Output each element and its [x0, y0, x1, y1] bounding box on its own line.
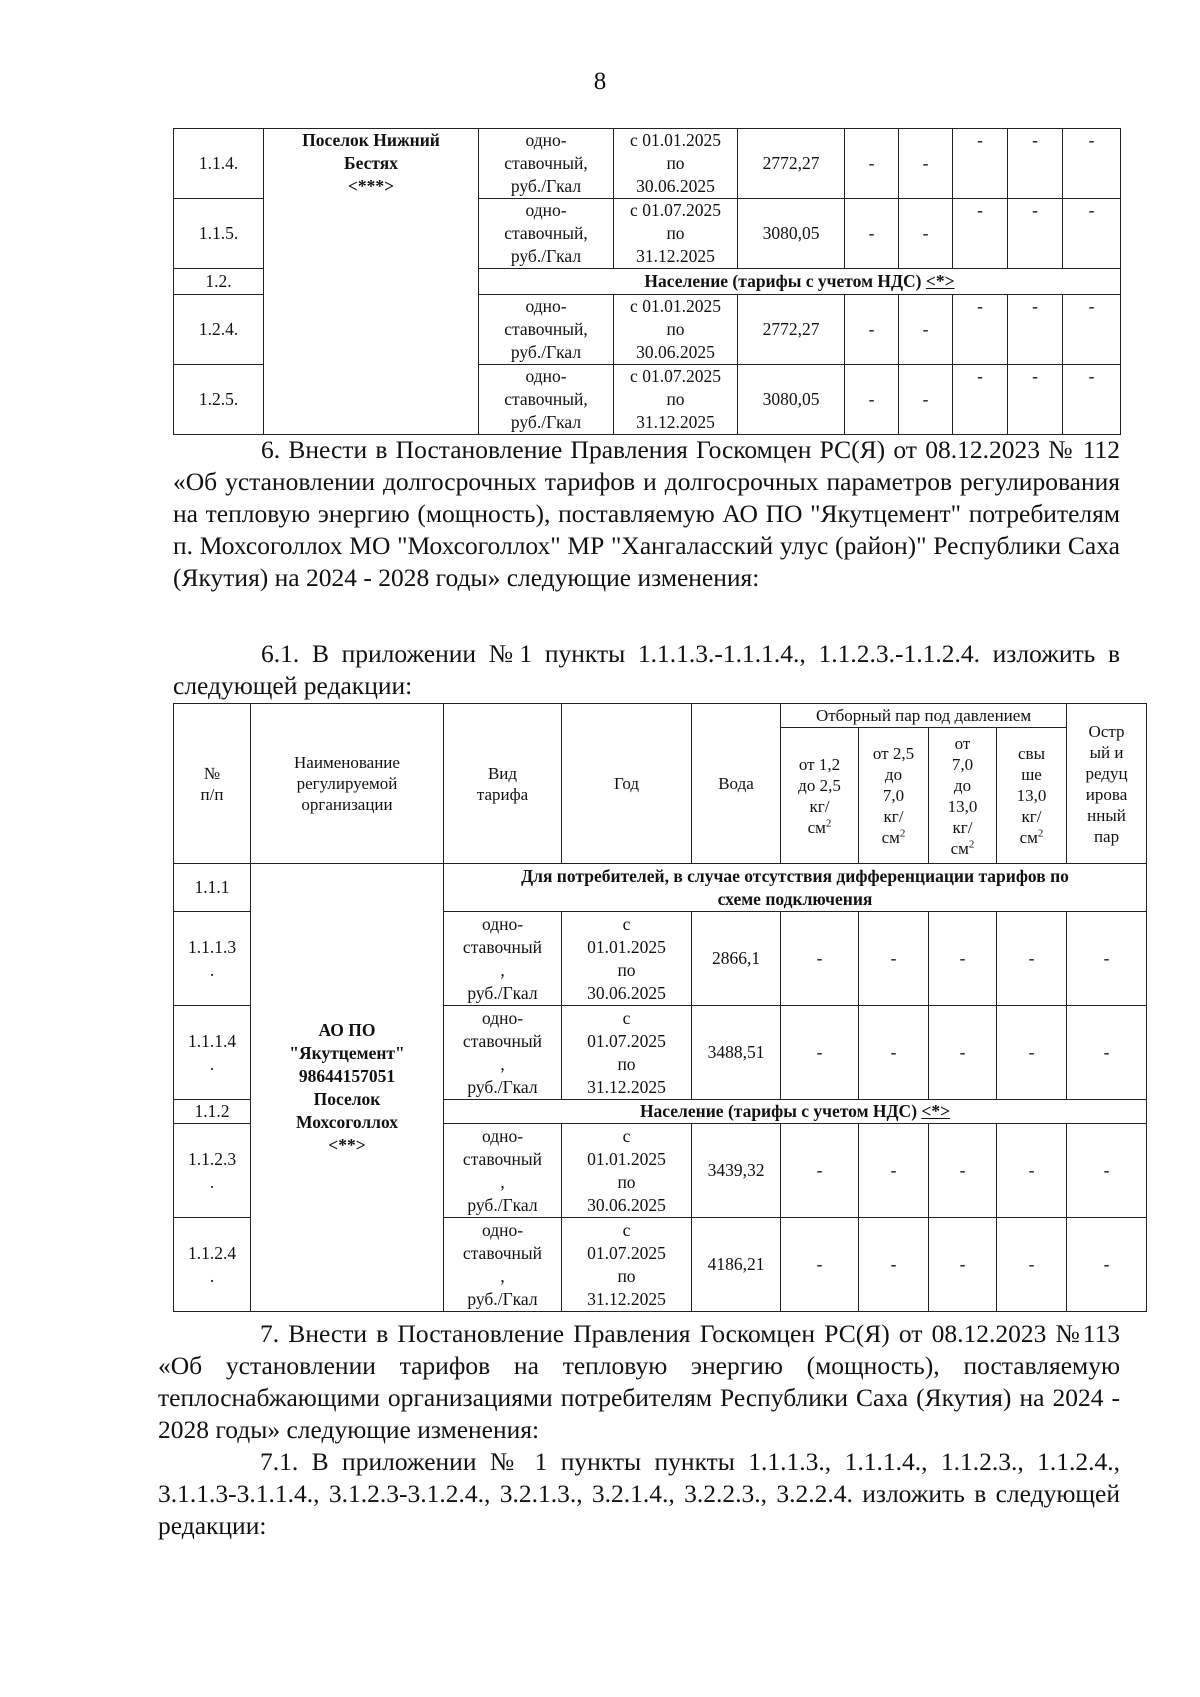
period-line: 30.06.2025 [636, 176, 715, 196]
header-line: нный [1087, 805, 1126, 825]
header-line: кг/ [809, 796, 830, 816]
header-line: 7,0 [882, 786, 905, 805]
header-line: Наименование [294, 753, 400, 772]
header-line: тарифа [476, 784, 529, 804]
tariff-line: руб./Гкал [467, 1288, 538, 1309]
header-line: ше [1021, 765, 1042, 784]
steam-value: - [899, 365, 953, 435]
period-line: 01.01.2025 [587, 936, 666, 957]
tariff-table-yakutcement [173, 703, 1147, 1312]
organization-line: <**> [328, 1134, 366, 1155]
steam-value: - [997, 912, 1067, 1006]
row-number: 1.1.5. [174, 199, 264, 269]
tariff-value: 3080,05 [738, 365, 845, 435]
header-line: 13,0 [1016, 786, 1047, 805]
steam-value: - [781, 912, 859, 1006]
row-number: 1.2.4. [174, 295, 264, 365]
header-line: $см^2$ [950, 837, 975, 858]
header-line: ирова [1085, 784, 1128, 804]
steam-value: - [997, 1124, 1067, 1218]
page-number: 8 [593, 68, 607, 95]
sharp-steam-value: - [1067, 1218, 1147, 1312]
header-num [174, 704, 251, 864]
header-line: регулируемой [296, 774, 398, 793]
tariff-line: одно- [481, 1125, 524, 1146]
tariff-line: одно- [481, 1219, 524, 1240]
tariff-line: одно- [481, 913, 524, 934]
header-tariff-type [444, 704, 562, 864]
water-value: 4186,21 [692, 1218, 781, 1312]
footnote-mark: <*> [925, 271, 955, 291]
paragraph-7: 7. Внести в Постановление Правления Госкомцен РС(Я) от 08.12.2023 №113 «Об установлении тарифов на тепловую энергию (мощность), поставляемую теплоснабжающими организациями потребителям Республики Саха (Якутия) на 2024 - 2028 годы» следующие изменения: [158, 1319, 1120, 1444]
period-line: с [622, 1125, 631, 1146]
section-line: схеме подключения [717, 888, 873, 909]
tariff-line: , [500, 1053, 505, 1074]
tariff-line: , [500, 1265, 505, 1286]
period-line: с [622, 1219, 631, 1240]
header-line: пар [1093, 826, 1120, 846]
tariff-value: 3080,05 [738, 199, 845, 269]
header-line: Остр [1088, 721, 1125, 741]
tariff-line: , [500, 1171, 505, 1192]
water-value: 3439,32 [692, 1124, 781, 1218]
steam-value: - [1008, 199, 1063, 269]
header-steam-7-0-13-0 [929, 728, 997, 864]
tariff-type [444, 1124, 562, 1218]
steam-value: - [953, 199, 1008, 269]
steam-value: - [929, 1218, 997, 1312]
steam-value: - [859, 1006, 929, 1100]
row-number-line: 1.1.2.4 [187, 1242, 237, 1263]
tariff-type [444, 1006, 562, 1100]
tariff-line: одно- [525, 200, 567, 220]
organization-cell [251, 864, 444, 1312]
steam-value: - [781, 1218, 859, 1312]
sharp-steam-value: - [1063, 199, 1121, 269]
section-title [479, 269, 1121, 295]
tariff-line: одно- [525, 296, 567, 316]
tariff-line: ставочный, [504, 389, 588, 409]
period-line: по [617, 1053, 636, 1074]
header-line: редуц [1085, 763, 1128, 783]
row-number-line: 1.1.2.3 [187, 1148, 237, 1169]
tariff-line: руб./Гкал [467, 1194, 538, 1215]
tariff-line: ставочный, [504, 223, 588, 243]
period [614, 365, 738, 435]
water-value: 2866,1 [692, 912, 781, 1006]
tariff-line: ставочный [462, 936, 543, 957]
sharp-steam-value: - [1067, 912, 1147, 1006]
organization-line: <***> [347, 176, 395, 196]
header-line: до [884, 765, 903, 784]
steam-value: - [997, 1218, 1067, 1312]
tariff-value: 2772,27 [738, 129, 845, 199]
tariff-line: руб./Гкал [510, 412, 582, 432]
header-steam-over-13-0 [997, 728, 1067, 864]
organization-line: Мохсоголлох [295, 1111, 399, 1132]
organization-line: 98644157051 [298, 1065, 396, 1086]
organization-cell [264, 129, 479, 435]
header-sharp-steam [1067, 704, 1147, 864]
sharp-steam-value: - [1063, 365, 1121, 435]
header-steam-2-5-7-0 [859, 728, 929, 864]
steam-value: - [953, 129, 1008, 199]
organization-line: "Якутцемент" [289, 1042, 405, 1063]
period-line: по [617, 1265, 636, 1286]
period-line: по [666, 153, 685, 173]
tariff-line: руб./Гкал [510, 176, 582, 196]
section-text: Население (тарифы с учетом НДС) [644, 271, 926, 291]
row-number [174, 1124, 251, 1218]
steam-value: - [845, 365, 899, 435]
steam-value: - [953, 365, 1008, 435]
organization-line: АО ПО [318, 1019, 376, 1040]
header-line: от [954, 733, 971, 753]
paragraph-6: 6. Внести в Постановление Правления Госкомцен РС(Я) от 08.12.2023 № 112 «Об установлении долгосрочных тарифов и долгосрочных параметров регулирования на тепловую энергию (мощность), поставляемую АО ПО "Якутцемент" потребителям п. Мохсоголлох МО "Мохсоголлох" МР "Хангаласский улус (район)" Республики Саха (Якутия) на 2024 - 2028 годы» следующие изменения: [173, 435, 1120, 592]
section-title [444, 864, 1147, 912]
header-line: $см^2$ [1019, 827, 1044, 847]
organization-line: Бестях [344, 153, 398, 173]
sharp-steam-value: - [1067, 1124, 1147, 1218]
row-number: 1.2. [174, 269, 264, 295]
period-line: 30.06.2025 [587, 1194, 666, 1215]
period-line: по [666, 389, 685, 409]
steam-value: - [997, 1006, 1067, 1100]
steam-value: - [781, 1006, 859, 1100]
period-line: по [617, 1171, 636, 1192]
period-line: с 01.01.2025 [630, 296, 721, 316]
section-line: Для потребителей, в случае отсутствия дифференциации тарифов по [521, 865, 1069, 886]
steam-value: - [899, 199, 953, 269]
header-line: кг/ [952, 817, 973, 837]
period-line: 01.07.2025 [587, 1242, 666, 1263]
period-line: 01.07.2025 [587, 1030, 666, 1051]
row-number [174, 912, 251, 1006]
header-line: ый и [1089, 742, 1124, 762]
tariff-line: руб./Гкал [467, 1076, 538, 1097]
row-number [174, 1006, 251, 1100]
steam-value: - [845, 129, 899, 199]
paragraph-6-1: 6.1. В приложении №1 пункты 1.1.1.3.-1.1.1.4., 1.1.2.3.-1.1.2.4. изложить в следующей редакции: [173, 639, 1120, 700]
header-line: кг/ [883, 807, 904, 826]
sharp-steam-value: - [1063, 129, 1121, 199]
period-line: с [622, 1007, 631, 1028]
tariff-line: руб./Гкал [467, 982, 538, 1003]
header-line: Вид [487, 763, 518, 783]
header-line: до [953, 775, 972, 795]
header-line: № [203, 763, 221, 783]
tariff-line: ставочный, [504, 319, 588, 339]
tariff-line: ставочный [462, 1242, 543, 1263]
section-text: Население (тарифы с учетом НДС) [639, 1101, 922, 1121]
period-line: 31.12.2025 [636, 412, 715, 432]
header-line: 13,0 [947, 796, 978, 816]
period-line: 31.12.2025 [587, 1076, 666, 1097]
organization-line: Поселок [313, 1088, 381, 1109]
row-number-line: 1.1.1.3 [187, 936, 237, 957]
header-line: $см^2$ [881, 827, 906, 847]
steam-value: - [859, 1124, 929, 1218]
period-line: 31.12.2025 [587, 1288, 666, 1309]
steam-value: - [929, 1006, 997, 1100]
section-row [174, 864, 1147, 912]
period-line: с [622, 913, 631, 934]
row-number [174, 1218, 251, 1312]
period [562, 1124, 692, 1218]
tariff-type [479, 129, 614, 199]
header-year: Год [562, 704, 692, 864]
table-row [174, 129, 1121, 199]
header-steam-1-2-2-5 [781, 728, 859, 864]
water-value: 3488,51 [692, 1006, 781, 1100]
footnote-mark: <*> [921, 1101, 951, 1121]
steam-value: - [929, 1124, 997, 1218]
steam-value: - [953, 295, 1008, 365]
header-water: Вода [692, 704, 781, 864]
tariff-line: ставочный [462, 1148, 543, 1169]
period [614, 199, 738, 269]
steam-value: - [845, 295, 899, 365]
tariff-line: , [500, 959, 505, 980]
steam-value: - [781, 1124, 859, 1218]
row-number: 1.1.4. [174, 129, 264, 199]
tariff-type [444, 1218, 562, 1312]
tariff-line: одно- [525, 130, 567, 150]
tariff-value: 2772,27 [738, 295, 845, 365]
sharp-steam-value: - [1067, 1006, 1147, 1100]
paragraph-7-1: 7.1. В приложении № 1 пункты пункты 1.1.1.3., 1.1.1.4., 1.1.2.3., 1.1.2.4., 3.1.1.3-3.1.1.4., 3.1.2.3-3.1.2.4., 3.2.1.3., 3.2.1.4., 3.2.2.3., 3.2.2.4. изложить в следующей редакции: [158, 1447, 1120, 1540]
row-number-line: . [209, 1053, 215, 1074]
steam-value: - [859, 912, 929, 1006]
row-number-line: . [209, 1171, 215, 1192]
tariff-line: руб./Гкал [510, 246, 582, 266]
header-line: до 2,5 [798, 775, 841, 795]
row-number: 1.2.5. [174, 365, 264, 435]
tariff-type [479, 365, 614, 435]
row-number: 1.1.2 [174, 1100, 251, 1124]
row-number-line: . [209, 959, 215, 980]
tariff-line: ставочный [462, 1030, 543, 1051]
period [562, 1218, 692, 1312]
steam-value: - [1008, 129, 1063, 199]
organization-line: Поселок Нижний [302, 130, 440, 150]
tariff-table-nizhniy-bestyakh [173, 128, 1121, 435]
tariff-type [479, 199, 614, 269]
row-number: 1.1.1 [174, 864, 251, 912]
header-line: свы [1018, 744, 1046, 763]
header-organization [251, 704, 444, 864]
period [614, 295, 738, 365]
period-line: с 01.07.2025 [630, 366, 721, 386]
period-line: с 01.01.2025 [630, 130, 721, 150]
period-line: 30.06.2025 [587, 982, 666, 1003]
header-line: $см^2$ [807, 816, 832, 837]
steam-value: - [899, 129, 953, 199]
period-line: по [666, 319, 685, 339]
period [614, 129, 738, 199]
header-line: организации [301, 795, 393, 814]
header-row [174, 704, 1147, 728]
period-line: по [666, 223, 685, 243]
row-number-line: 1.1.1.4 [187, 1030, 237, 1051]
tariff-line: ставочный, [504, 153, 588, 173]
steam-value: - [1008, 295, 1063, 365]
period [562, 912, 692, 1006]
steam-value: - [845, 199, 899, 269]
header-line: от 1,2 [798, 754, 841, 774]
steam-value: - [929, 912, 997, 1006]
tariff-line: одно- [481, 1007, 524, 1028]
header-steam: Отборный пар под давлением [781, 704, 1067, 728]
header-line: кг/ [1021, 807, 1042, 826]
section-title [444, 1100, 1147, 1124]
header-line: от 2,5 [872, 744, 915, 763]
period-line: 30.06.2025 [636, 342, 715, 362]
steam-value: - [899, 295, 953, 365]
period-line: 31.12.2025 [636, 246, 715, 266]
tariff-line: одно- [525, 366, 567, 386]
tariff-type [479, 295, 614, 365]
period-line: 01.01.2025 [587, 1148, 666, 1169]
header-line: п/п [200, 784, 224, 804]
header-line: 7,0 [951, 754, 974, 774]
steam-value: - [859, 1218, 929, 1312]
sharp-steam-value: - [1063, 295, 1121, 365]
period [562, 1006, 692, 1100]
period-line: по [617, 959, 636, 980]
period-line: с 01.07.2025 [630, 200, 721, 220]
steam-value: - [1008, 365, 1063, 435]
tariff-line: руб./Гкал [510, 342, 582, 362]
tariff-type [444, 912, 562, 1006]
row-number-line: . [209, 1265, 215, 1286]
